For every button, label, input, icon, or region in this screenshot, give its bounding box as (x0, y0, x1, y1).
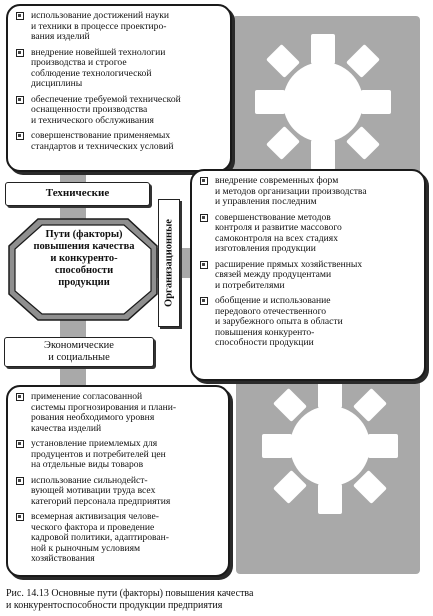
technical-factors-box (6, 4, 232, 172)
list-item: обобщение и использование передового отечественного и зарубежного опыта в области повышения конкуренто- способности продукции (198, 296, 418, 349)
economic-social-factors-box (6, 385, 230, 577)
bullet-icon (200, 177, 208, 185)
bullet-icon (200, 261, 208, 269)
center-title: Пути (факторы) повышения качества и конкуренто- способности продукции (33, 229, 135, 288)
figure-caption: Рис. 14.13 Основные пути (факторы) повышения качества и конкурентоспособности продукции предприятия (6, 588, 254, 611)
bullet-icon (16, 12, 24, 20)
list-item: использование достижений науки и техники в процессе проектиро- вания изделий (14, 11, 224, 43)
bullet-icon (16, 96, 24, 104)
bullet-icon (200, 214, 208, 222)
list-item: использование сильнодейст- вующей мотивации труда всех категорий персонала предприятия (14, 476, 222, 508)
economic-social-label: Экономические и социальные (4, 337, 154, 367)
bullet-icon (16, 393, 24, 401)
list-item: внедрение современных форм и методов организации производства и управления последним (198, 176, 418, 208)
list-item: внедрение новейшей технологии производства и строгое соблюдение технологической дисциплины (14, 48, 224, 90)
list-item: применение согласованной системы прогнозирования и плани- рования необходимого уровня качества изделий (14, 392, 222, 434)
bullet-icon (16, 132, 24, 140)
organizational-factors-box (190, 169, 426, 381)
bullet-icon (16, 477, 24, 485)
list-item: расширение прямых хозяйственных связей между продуцентами и потребителями (198, 260, 418, 292)
list-item: совершенствование применяемых стандартов и технических условий (14, 131, 224, 152)
list-item: совершенствование методов контроля и развитие массового самоконтроля на всех стадиях изготовления продукции (198, 213, 418, 255)
technical-label: Технические (5, 182, 150, 206)
organizational-label-text: Организационные (163, 219, 175, 307)
bullet-icon (200, 297, 208, 305)
list-item: установление приемлемых для продуцентов и потребителей цен на отдельные виды товаров (14, 439, 222, 471)
list-item: обеспечение требуемой технической оснащенности производства и технического обслуживания (14, 95, 224, 127)
bullet-icon (16, 440, 24, 448)
bullet-icon (16, 49, 24, 57)
list-item: всемерная активизация челове- ческого фактора и проведение кадровой политики, адаптирован- ной к рыночным условиям хозяйствования (14, 512, 222, 565)
lower-gear-shape (236, 362, 420, 574)
bullet-icon (16, 513, 24, 521)
organizational-label (158, 199, 180, 327)
